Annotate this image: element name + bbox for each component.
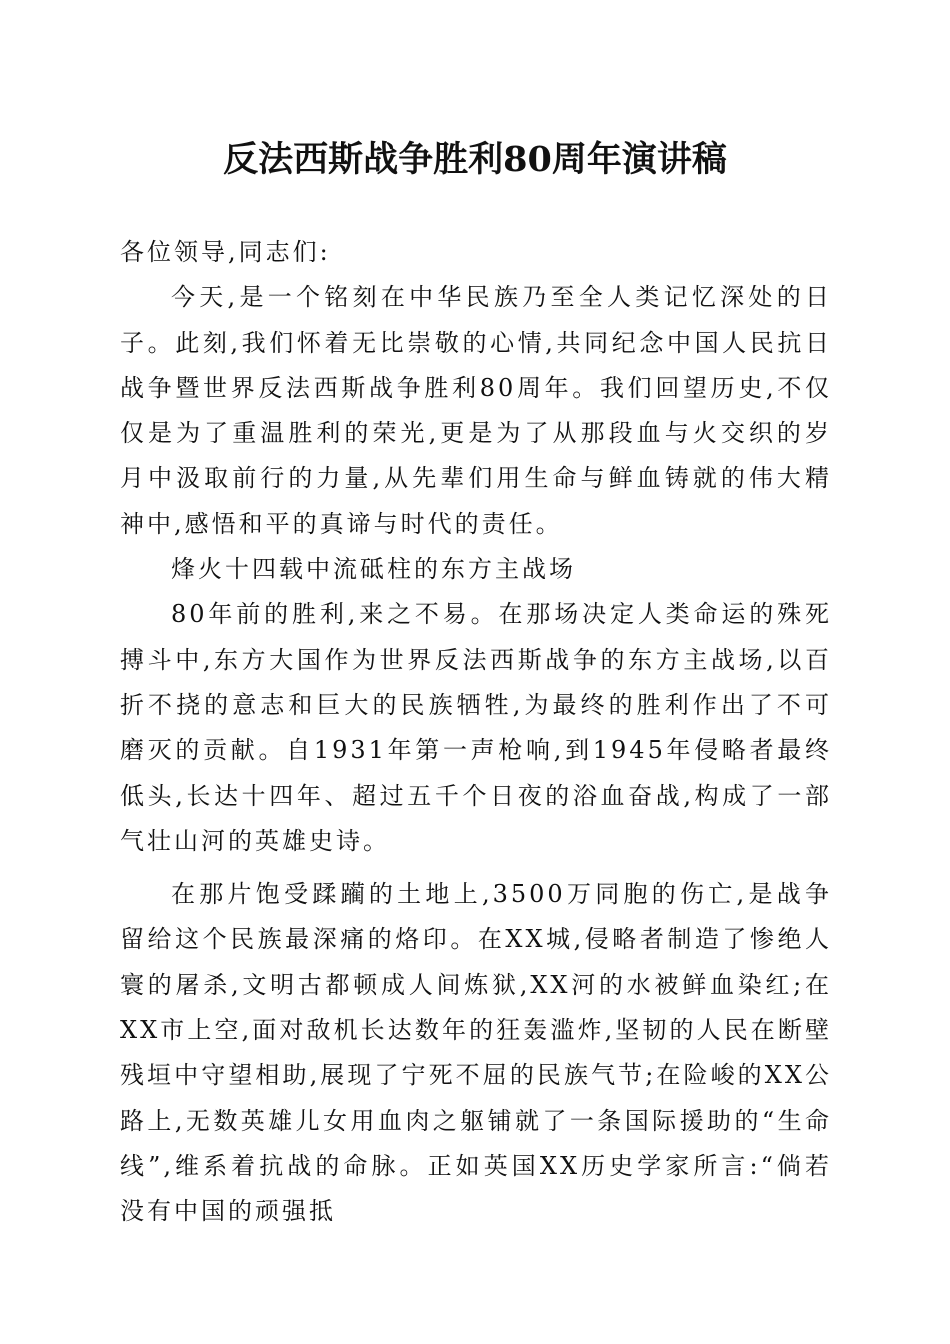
paragraph-suffering: 在那片饱受蹂躏的土地上,3500万同胞的伤亡,是战争留给这个民族最深痛的烙印。在XX城,侵略者制造了惨绝人寰的屠杀,文明古都顿成人间炼狱,XX河的水被鲜血染红;在XX市上空,面对敌机长达数年的狂轰滥炸,坚韧的人民在断壁残垣中守望相助,展现了宁死不屈的民族气节;在险峻的XX公路上,无数英雄儿女用血肉之躯铺就了一条国际援助的“生命线”,维系着抗战的命脉。正如英国XX历史学家所言:“倘若没有中国的顽强抵 — [120, 880, 832, 1226]
salutation: 各位领导,同志们: — [120, 238, 331, 266]
document-title: 反法西斯战争胜利80周年演讲稿 — [223, 139, 727, 180]
paragraph-spacer — [120, 864, 832, 872]
section-heading: 烽火十四载中流砥柱的东方主战场 — [171, 555, 576, 584]
paragraph-intro: 今天,是一个铭刻在中华民族乃至全人类记忆深处的日子。此刻,我们怀着无比崇敬的心情,共同纪念中国人民抗日战争暨世界反法西斯战争胜利80周年。我们回望历史,不仅仅是为了重温胜利的荣光,更是为了从那段血与火交织的岁月中汲取前行的力量,从先辈们用生命与鲜血铸就的伟大精神中,感悟和平的真谛与时代的责任。 — [120, 283, 832, 538]
document-body — [120, 230, 832, 1235]
paragraph-victory: 80年前的胜利,来之不易。在那场决定人类命运的殊死搏斗中,东方大国作为世界反法西斯战争的东方主战场,以百折不挠的意志和巨大的民族牺牲,为最终的胜利作出了不可磨灭的贡献。自1931年第一声枪响,到1945年侵略者最终低头,长达十四年、超过五千个日夜的浴血奋战,构成了一部气壮山河的英雄史诗。 — [120, 600, 832, 855]
